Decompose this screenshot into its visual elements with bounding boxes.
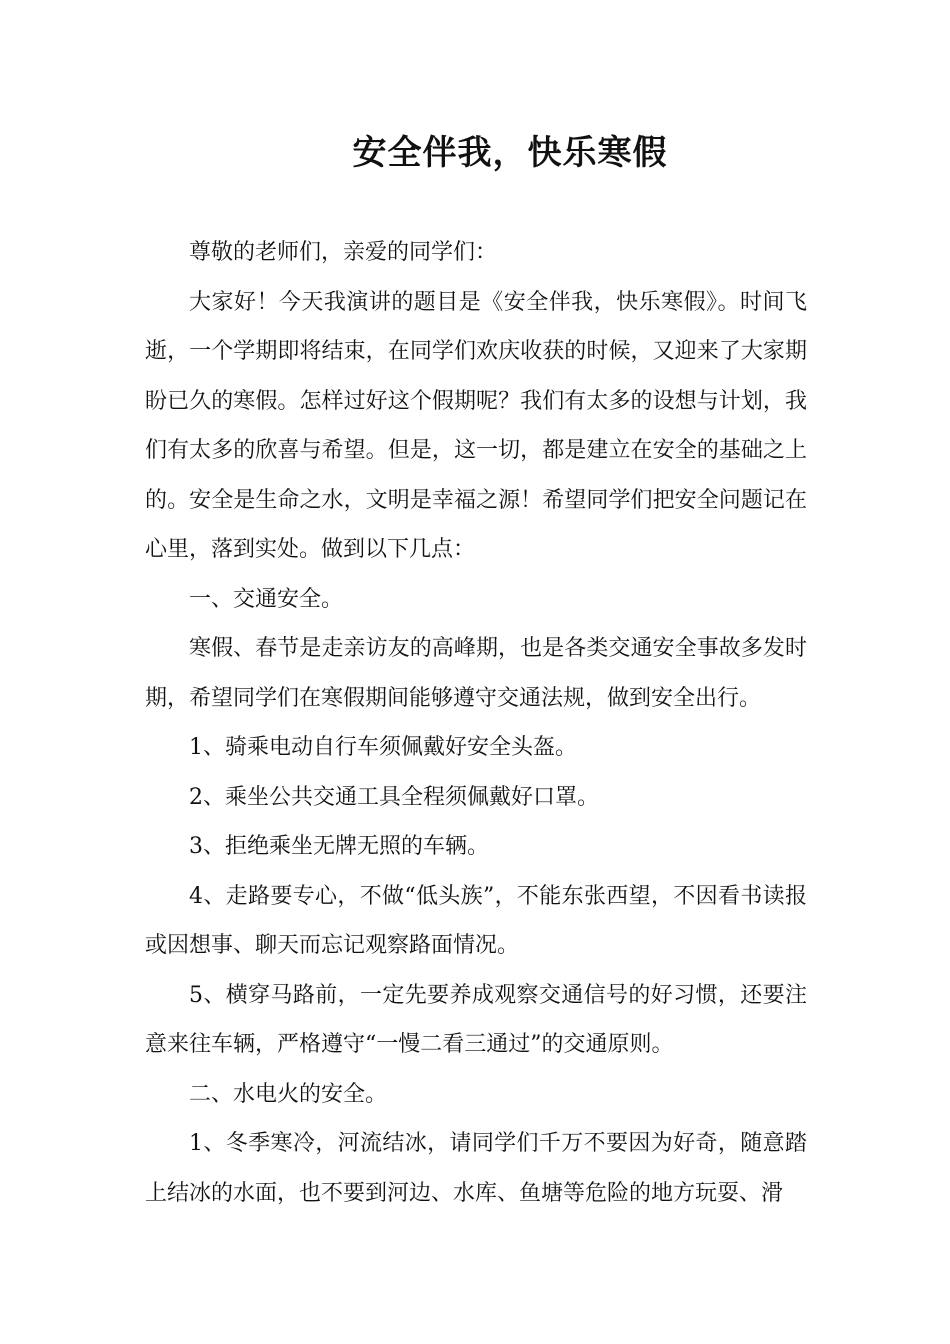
document-body — [145, 228, 807, 1218]
list-item: 4、走路要专心，不做“低头族”，不能东张西望，不因看书读报或因想事、聊天而忘记观察路面情况。 — [145, 883, 807, 958]
section-heading-water-electric-fire: 二、水电火的安全。 — [189, 1081, 388, 1107]
list-item: 2、乘坐公共交通工具全程须佩戴好口罩。 — [189, 784, 599, 810]
list-item: 1、骑乘电动自行车须佩戴好安全头盔。 — [189, 735, 577, 760]
paragraph-traffic: 寒假、春节是走亲访友的高峰期，也是各类交通安全事故多发时期，希望同学们在寒假期间能够遵守交通法规，做到安全出行。 — [145, 636, 807, 711]
list-item: 5、横穿马路前，一定先要养成观察交通信号的好习惯，还要注意来往车辆，严格遵守“一慢二看三通过”的交通原则。 — [145, 982, 807, 1057]
document-title: 安全伴我，快乐寒假 — [352, 133, 668, 173]
list-item: 3、拒绝乘坐无牌无照的车辆。 — [189, 834, 489, 859]
section-heading-traffic: 一、交通安全。 — [189, 586, 344, 612]
paragraph-intro: 大家好！今天我演讲的题目是《安全伴我，快乐寒假》。时间飞逝，一个学期即将结束，在同学们欢庆收获的时候，又迎来了大家期盼已久的寒假。怎样过好这个假期呢？我们有太多的设想与计划，我们有太多的欣喜与希望。但是，这一切，都是建立在安全的基础之上的。安全是生命之水，文明是幸福之源！希望同学们把安全问题记在心里，落到实处。做到以下几点： — [145, 289, 807, 562]
list-item: 1、冬季寒冷，河流结冰，请同学们千万不要因为好奇，随意踏上结冰的水面，也不要到河边、水库、鱼塘等危险的地方玩耍、滑 — [145, 1131, 807, 1206]
salutation: 尊敬的老师们，亲爱的同学们： — [189, 240, 498, 265]
